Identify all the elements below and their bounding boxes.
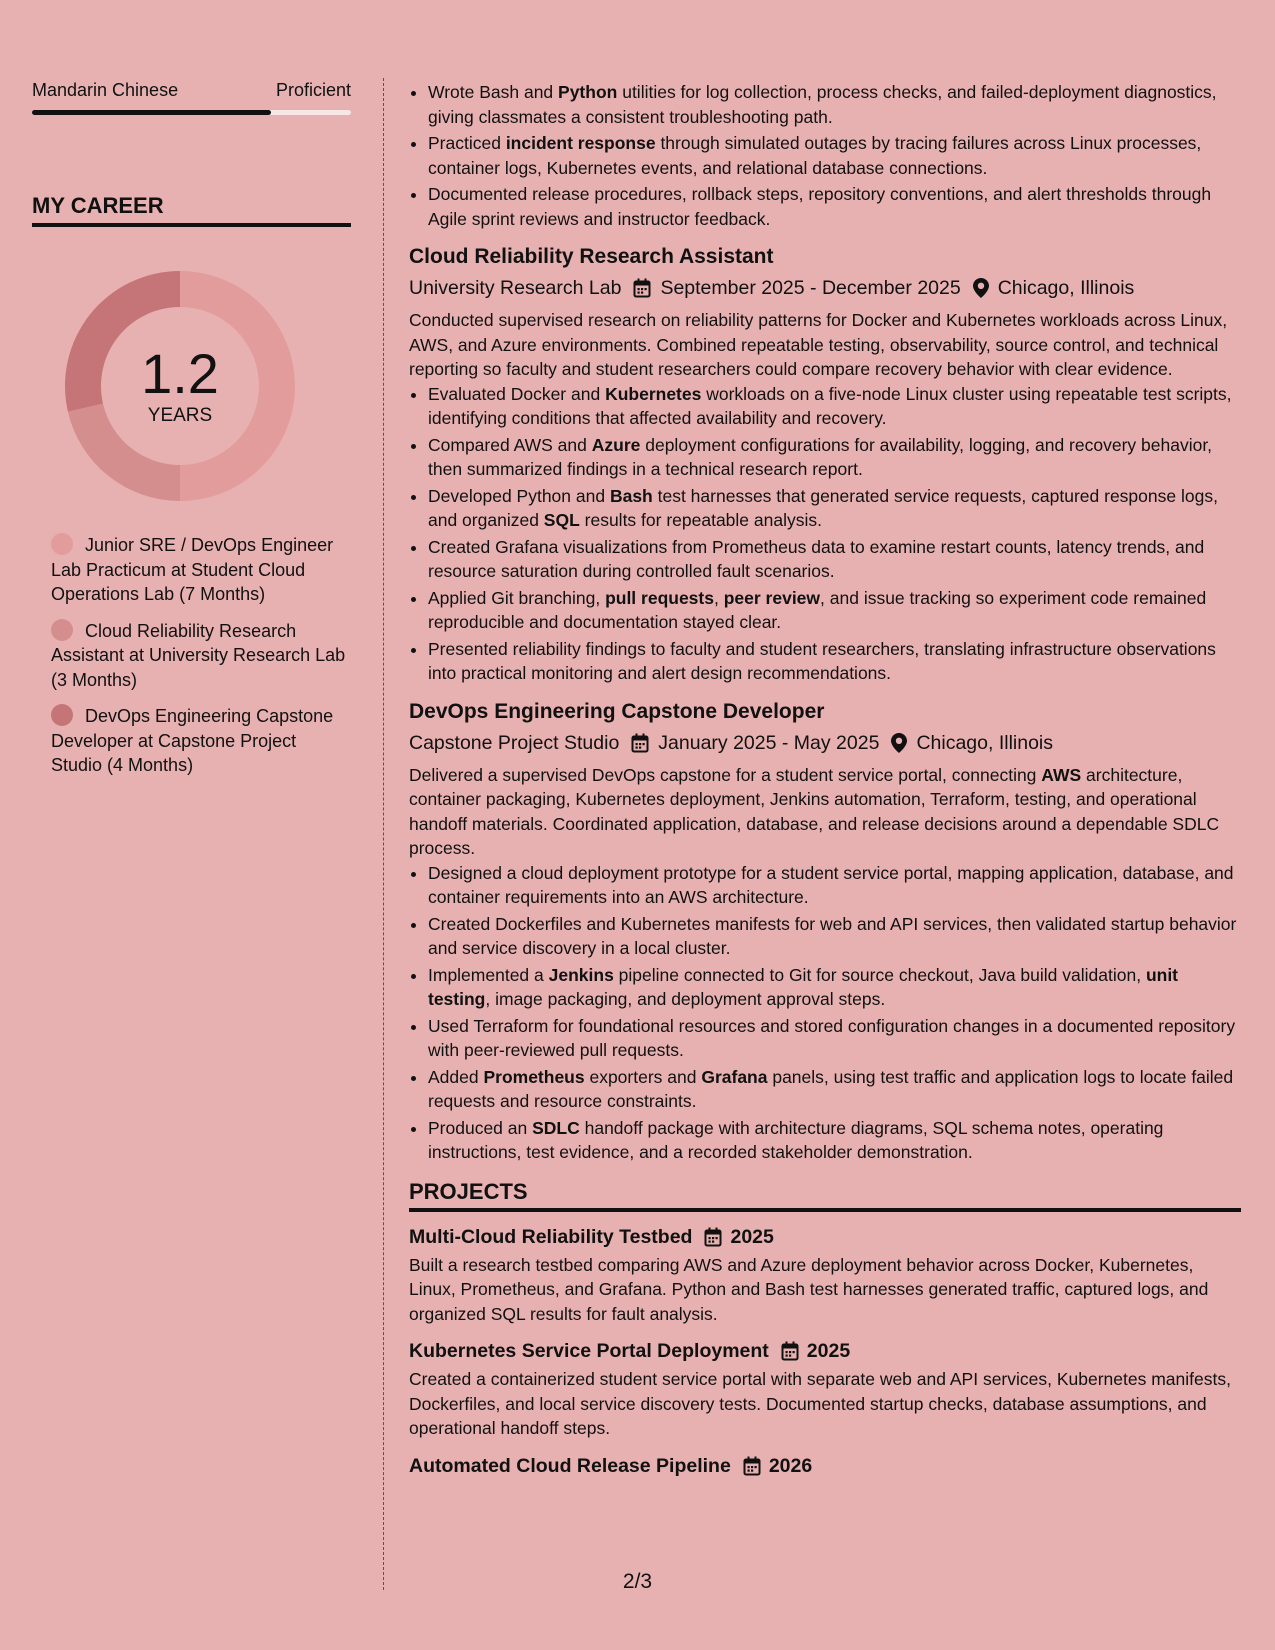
- bullet-item: • Produced an SDLC handoff package with architecture diagrams, SQL schema notes, operating instructions, test evidence, and a recorded stakeholder demonstration.: [428, 1116, 1241, 1165]
- projects-heading: PROJECTS: [409, 1179, 1241, 1212]
- language-proficiency-fill: [32, 110, 271, 115]
- bullet-item: • Documented release procedures, rollback steps, repository conventions, and alert thresholds through Agile sprint reviews and instructor feedback.: [428, 182, 1241, 231]
- project-title: Kubernetes Service Portal Deployment: [409, 1340, 769, 1362]
- language-row: [32, 80, 351, 101]
- job-dates: September 2025 - December 2025: [660, 277, 961, 299]
- language-level: Proficient: [275, 80, 351, 100]
- job-title: DevOps Engineering Capstone Developer: [409, 699, 825, 723]
- project-year: 2025: [806, 1340, 851, 1362]
- language-name: Mandarin Chinese: [32, 80, 179, 100]
- bullet-item: • Created Grafana visualizations from Prometheus data to examine restart counts, latency trends, and resource saturation during controlled fault scenarios.: [428, 535, 1241, 584]
- bullet-item: • Used Terraform for foundational resources and stored configuration changes in a documented repository with peer-reviewed pull requests.: [428, 1014, 1241, 1063]
- job-dates: January 2025 - May 2025: [658, 731, 880, 754]
- job-entry: [409, 243, 1241, 686]
- project-title-row: [409, 1224, 1241, 1250]
- job-company: Capstone Project Studio: [409, 731, 620, 754]
- job-meta: [409, 730, 1241, 756]
- career-total-unit: YEARS: [147, 405, 213, 426]
- project-year: 2025: [730, 1225, 774, 1248]
- bullet-item: • Practiced incident response through simulated outages by tracing failures across Linux processes, container logs, Kubernetes events, and relational database connections.: [428, 131, 1241, 180]
- career-total-number: 1.2: [141, 342, 219, 405]
- project-entry: [409, 1224, 1241, 1327]
- project-title-row: [409, 1338, 1241, 1364]
- job-meta: [409, 275, 1241, 301]
- bullet-item: • Compared AWS and Azure deployment configurations for availability, logging, and recovery behavior, then summarized findings in a technical research report.: [428, 433, 1241, 482]
- job-bullet-list: [409, 861, 1241, 1165]
- location-pin-icon: [891, 733, 907, 753]
- career-legend-item: [51, 704, 351, 778]
- bullet-item: • Wrote Bash and Python utilities for log collection, process checks, and failed-deployment diagnostics, giving classmates a consistent troubleshooting path.: [428, 80, 1241, 129]
- job-title: Cloud Reliability Research Assistant: [409, 245, 774, 268]
- job-company: University Research Lab: [409, 277, 622, 299]
- career-legend: [32, 533, 351, 778]
- calendar-icon: [704, 1227, 722, 1247]
- career-heading: MY CAREER: [32, 193, 351, 227]
- career-donut-chart: [65, 271, 295, 501]
- page-number: 2/3: [622, 1570, 653, 1593]
- sidebar: [32, 80, 351, 790]
- location-pin-icon: [973, 278, 989, 298]
- calendar-icon: [631, 733, 649, 753]
- job-description: Delivered a supervised DevOps capstone for a student service portal, connecting AWS architecture, container packaging, Kubernetes deployment, Jenkins automation, Terraform, testing, and operational handoff materials. Coordinated application, database, and release decisions around a dependable SDLC process.: [409, 764, 1220, 858]
- career-legend-label: DevOps Engineering Capstone Developer at Capstone Project Studio (4 Months): [51, 706, 334, 775]
- bullet-item: • Added Prometheus exporters and Grafana panels, using test traffic and application logs to locate failed requests and resource constraints.: [428, 1065, 1241, 1114]
- job-entry: [409, 698, 1241, 1165]
- career-legend-item: [51, 533, 351, 607]
- career-donut-center: [65, 271, 295, 501]
- calendar-icon: [781, 1341, 799, 1361]
- language-proficiency-bar: [32, 110, 351, 115]
- project-title-row: [409, 1453, 1241, 1479]
- legend-dot-icon: [51, 704, 73, 726]
- career-legend-label: Cloud Reliability Research Assistant at University Research Lab (3 Months): [51, 620, 346, 690]
- column-divider: [383, 78, 384, 1590]
- continued-bullet-list: [409, 80, 1241, 231]
- job-location: Chicago, Illinois: [916, 731, 1054, 754]
- project-description: Built a research testbed comparing AWS and Azure deployment behavior across Docker, Kubernetes, Linux, Prometheus, and Grafana. Python and Bash test harnesses generated traffic, captured logs, and organized SQL results for fault analysis.: [409, 1254, 1209, 1324]
- career-legend-item: [51, 619, 351, 693]
- project-year: 2026: [768, 1454, 813, 1477]
- legend-dot-icon: [51, 619, 73, 641]
- career-legend-label: Junior SRE / DevOps Engineer Lab Practicum at Student Cloud Operations Lab (7 Months): [51, 535, 334, 604]
- bullet-item: • Implemented a Jenkins pipeline connected to Git for source checkout, Java build validation, unit testing, image packaging, and deployment approval steps.: [428, 963, 1241, 1012]
- bullet-item: • Created Dockerfiles and Kubernetes manifests for web and API services, then validated startup behavior and service discovery in a local cluster.: [428, 912, 1241, 961]
- job-bullet-list: [409, 382, 1241, 686]
- calendar-icon: [743, 1456, 761, 1476]
- bullet-item: • Presented reliability findings to faculty and student researchers, translating infrastructure observations into practical monitoring and alert design recommendations.: [428, 637, 1241, 686]
- bullet-item: • Developed Python and Bash test harnesses that generated service requests, captured response logs, and organized SQL results for repeatable analysis.: [428, 484, 1241, 533]
- project-title: Multi-Cloud Reliability Testbed: [409, 1225, 693, 1248]
- calendar-icon: [633, 278, 651, 298]
- project-title: Automated Cloud Release Pipeline: [409, 1454, 731, 1477]
- bullet-item: • Applied Git branching, pull requests, peer review, and issue tracking so experiment code remained reproducible and documentation stayed clear.: [428, 586, 1241, 635]
- bullet-item: • Designed a cloud deployment prototype for a student service portal, mapping application, database, and container requirements into an AWS architecture.: [428, 861, 1241, 910]
- project-entry: [409, 1338, 1241, 1441]
- legend-dot-icon: [51, 533, 73, 555]
- job-location: Chicago, Illinois: [997, 277, 1135, 299]
- project-entry: [409, 1453, 1241, 1479]
- job-description: Conducted supervised research on reliability patterns for Docker and Kubernetes workloads across Linux, AWS, and Azure environments. Combined repeatable testing, observability, source control, and technical reporting so faculty and student researchers could compare recovery behavior with clear evidence.: [409, 310, 1228, 379]
- bullet-item: • Evaluated Docker and Kubernetes workloads on a five-node Linux cluster using repeatable test scripts, identifying conditions that affected availability and recovery.: [428, 382, 1241, 431]
- project-description: Created a containerized student service portal with separate web and API services, Kubernetes manifests, Dockerfiles, and local service discovery tests. Documented startup checks, database assumptions, and operational handoff steps.: [409, 1369, 1231, 1438]
- main-column: [409, 80, 1241, 1479]
